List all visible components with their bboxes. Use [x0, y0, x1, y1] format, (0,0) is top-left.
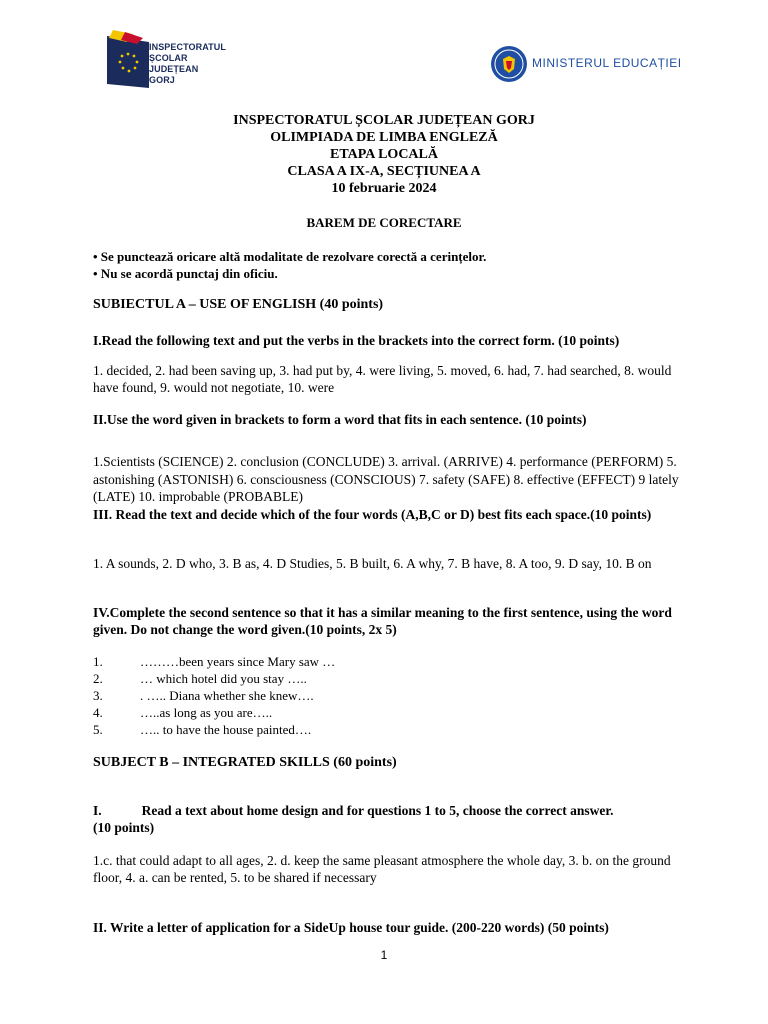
logo-line-1: INSPECTORATUL: [149, 42, 226, 52]
subject-a-q3-heading: III. Read the text and decide which of the four words (A,B,C or D) best fits each space.(10 points): [93, 507, 652, 522]
subject-a-q2-heading: II.Use the word given in brackets to form a word that fits in each sentence. (10 points): [93, 412, 587, 427]
note-1: • Se punctează oricare altă modalitate de rezolvare corectă a cerințelor.: [93, 249, 487, 264]
inspectorat-emblem-icon: [103, 28, 149, 88]
inspectorat-logo-text: [149, 42, 226, 86]
subject-a-heading: SUBIECTUL A – USE OF ENGLISH (40 points): [93, 297, 384, 312]
ministry-seal-icon: [490, 45, 528, 83]
barem-title: BAREM DE CORECTARE: [306, 215, 462, 230]
subject-a-q2-answers: 1.Scientists (SCIENCE) 2. conclusion (CONCLUDE) 3. arrival. (ARRIVE) 4. performance (PERFORM) 5. astonishing (ASTONISH) 6. consciousness (CONSCIOUS) 7. safety (SAFE) 8. effective (EFFECT) 9 lately (LATE) 10. improbable (PROBABLE): [93, 454, 679, 504]
logo-line-4: GORJ: [149, 75, 175, 85]
note-2: • Nu se acordă punctaj din oficiu.: [93, 266, 278, 281]
title-line-2: OLIMPIADA DE LIMBA ENGLEZĂ: [270, 130, 498, 145]
title-line-3: ETAPA LOCALĂ: [330, 147, 438, 162]
subject-b-heading: SUBJECT B – INTEGRATED SKILLS (60 points): [93, 755, 397, 770]
ministry-logo: [490, 45, 690, 83]
title-line-1: INSPECTORATUL ȘCOLAR JUDEȚEAN GORJ: [233, 113, 535, 128]
subject-b-q1-number: I.: [93, 803, 102, 818]
document-page: INSPECTORATUL ȘCOLAR JUDEȚEAN GORJ MINISTERUL EDUCAȚIEI INSPECTORATUL ȘCOLAR JUDEȚEAN GORJ OLIMPIADA DE LIMBA ENGLEZĂ ETAPA LOCALĂ CLASA A IX-A, SECȚIUNEA A 10 februarie 2024 BAREM DE CORECTARE • Se punctează oricare altă modalitate de rezolvare corectă a cerințelor. • Nu se acordă punctaj din oficiu. SUBIECTUL A – USE OF ENGLISH (40 points) I.Read the following text and put the verbs in the brackets into the correct form. (10 points) 1. decided, 2. had been saving up, 3. had put by, 4. were living, 5. moved, 6. had, 7. had searched, 8. would have found, 9. would not negotiate, 10. were II.Use the word given in brackets to form a word that fits in each sentence. (10 points) 1.Scientists (SCIENCE) 2. conclusion (CONCLUDE) 3. arrival. (ARRIVE) 4. performance (PERFORM) 5. astonishing (ASTONISH) 6. consciousness (CONSCIOUS) 7. safety (SAFE) 8. effective (EFFECT) 9 lately (LATE) 10. improbable (PROBABLE) III. Read the text and decide which of the four words (A,B,C or D) best fits each space.(10 points) 1. A sounds, 2. D who, 3. B as, 4. D Studies, 5. B built, 6. A why, 7. B have, 8. A too, 9. D say, 10. B on IV.Complete the second sentence so that it has a similar meaning to the first sentence, using the word given. Do not change the word given.(10 points, 2x 5) 1. ………been years since Mary saw … 2. … which hotel did you stay ….. 3. . ….. Diana whether she knew…. 4. …..as long as you are….. 5. ….. to have the house painted…. SUBJECT B – INTEGRATED SKILLS (60 points) I. Read a text about home design and for questions 1 to 5, choose the correct answer. (10 points) 1.c. that could adapt to all ages, 2. d. keep the same pleasant atmosphere the whole day, 3. b. on the ground floor, 4. a. can be rented, 5. to be shared if necessary II. Write a letter of application for a SideUp house tour guide. (200-220 words) (50 points) 1: [0, 0, 768, 1024]
subject-a-q1-answers: 1. decided, 2. had been saving up, 3. had put by, 4. were living, 5. moved, 6. had, 7. had searched, 8. would have found, 9. would not negotiate, 10. were: [93, 363, 672, 395]
subject-a-q1-heading: I.Read the following text and put the verbs in the brackets into the correct form. (10 points): [93, 333, 620, 348]
title-line-5: 10 februarie 2024: [331, 181, 437, 196]
subject-b-q1-points: (10 points): [93, 820, 155, 835]
logo-line-2: ȘCOLAR: [149, 53, 188, 63]
page-number: 1: [380, 948, 388, 962]
subject-b-q1-heading: [93, 802, 693, 819]
inspectorat-logo: [103, 28, 228, 90]
logo-line-3: JUDEȚEAN: [149, 64, 199, 74]
title-line-4: CLASA A IX-A, SECȚIUNEA A: [287, 164, 481, 179]
subject-a-q3-answers: 1. A sounds, 2. D who, 3. B as, 4. D Studies, 5. B built, 6. A why, 7. B have, 8. A too, 9. D say, 10. B on: [93, 556, 652, 571]
ministry-name: MINISTERUL EDUCAȚIEI: [532, 56, 682, 70]
subject-b-q1-text: Read a text about home design and for questions 1 to 5, choose the correct answer.: [141, 803, 614, 818]
subject-a-q4-heading: IV.Complete the second sentence so that it has a similar meaning to the first sentence, using the word given. Do not change the word given.(10 points, 2x 5): [93, 605, 672, 637]
subject-b-q1-answers: 1.c. that could adapt to all ages, 2. d. keep the same pleasant atmosphere the whole day, 3. b. on the ground floor, 4. a. can be rented, 5. to be shared if necessary: [93, 853, 671, 885]
subject-b-q2-heading: II. Write a letter of application for a SideUp house tour guide. (200-220 words) (50 points): [93, 920, 609, 935]
